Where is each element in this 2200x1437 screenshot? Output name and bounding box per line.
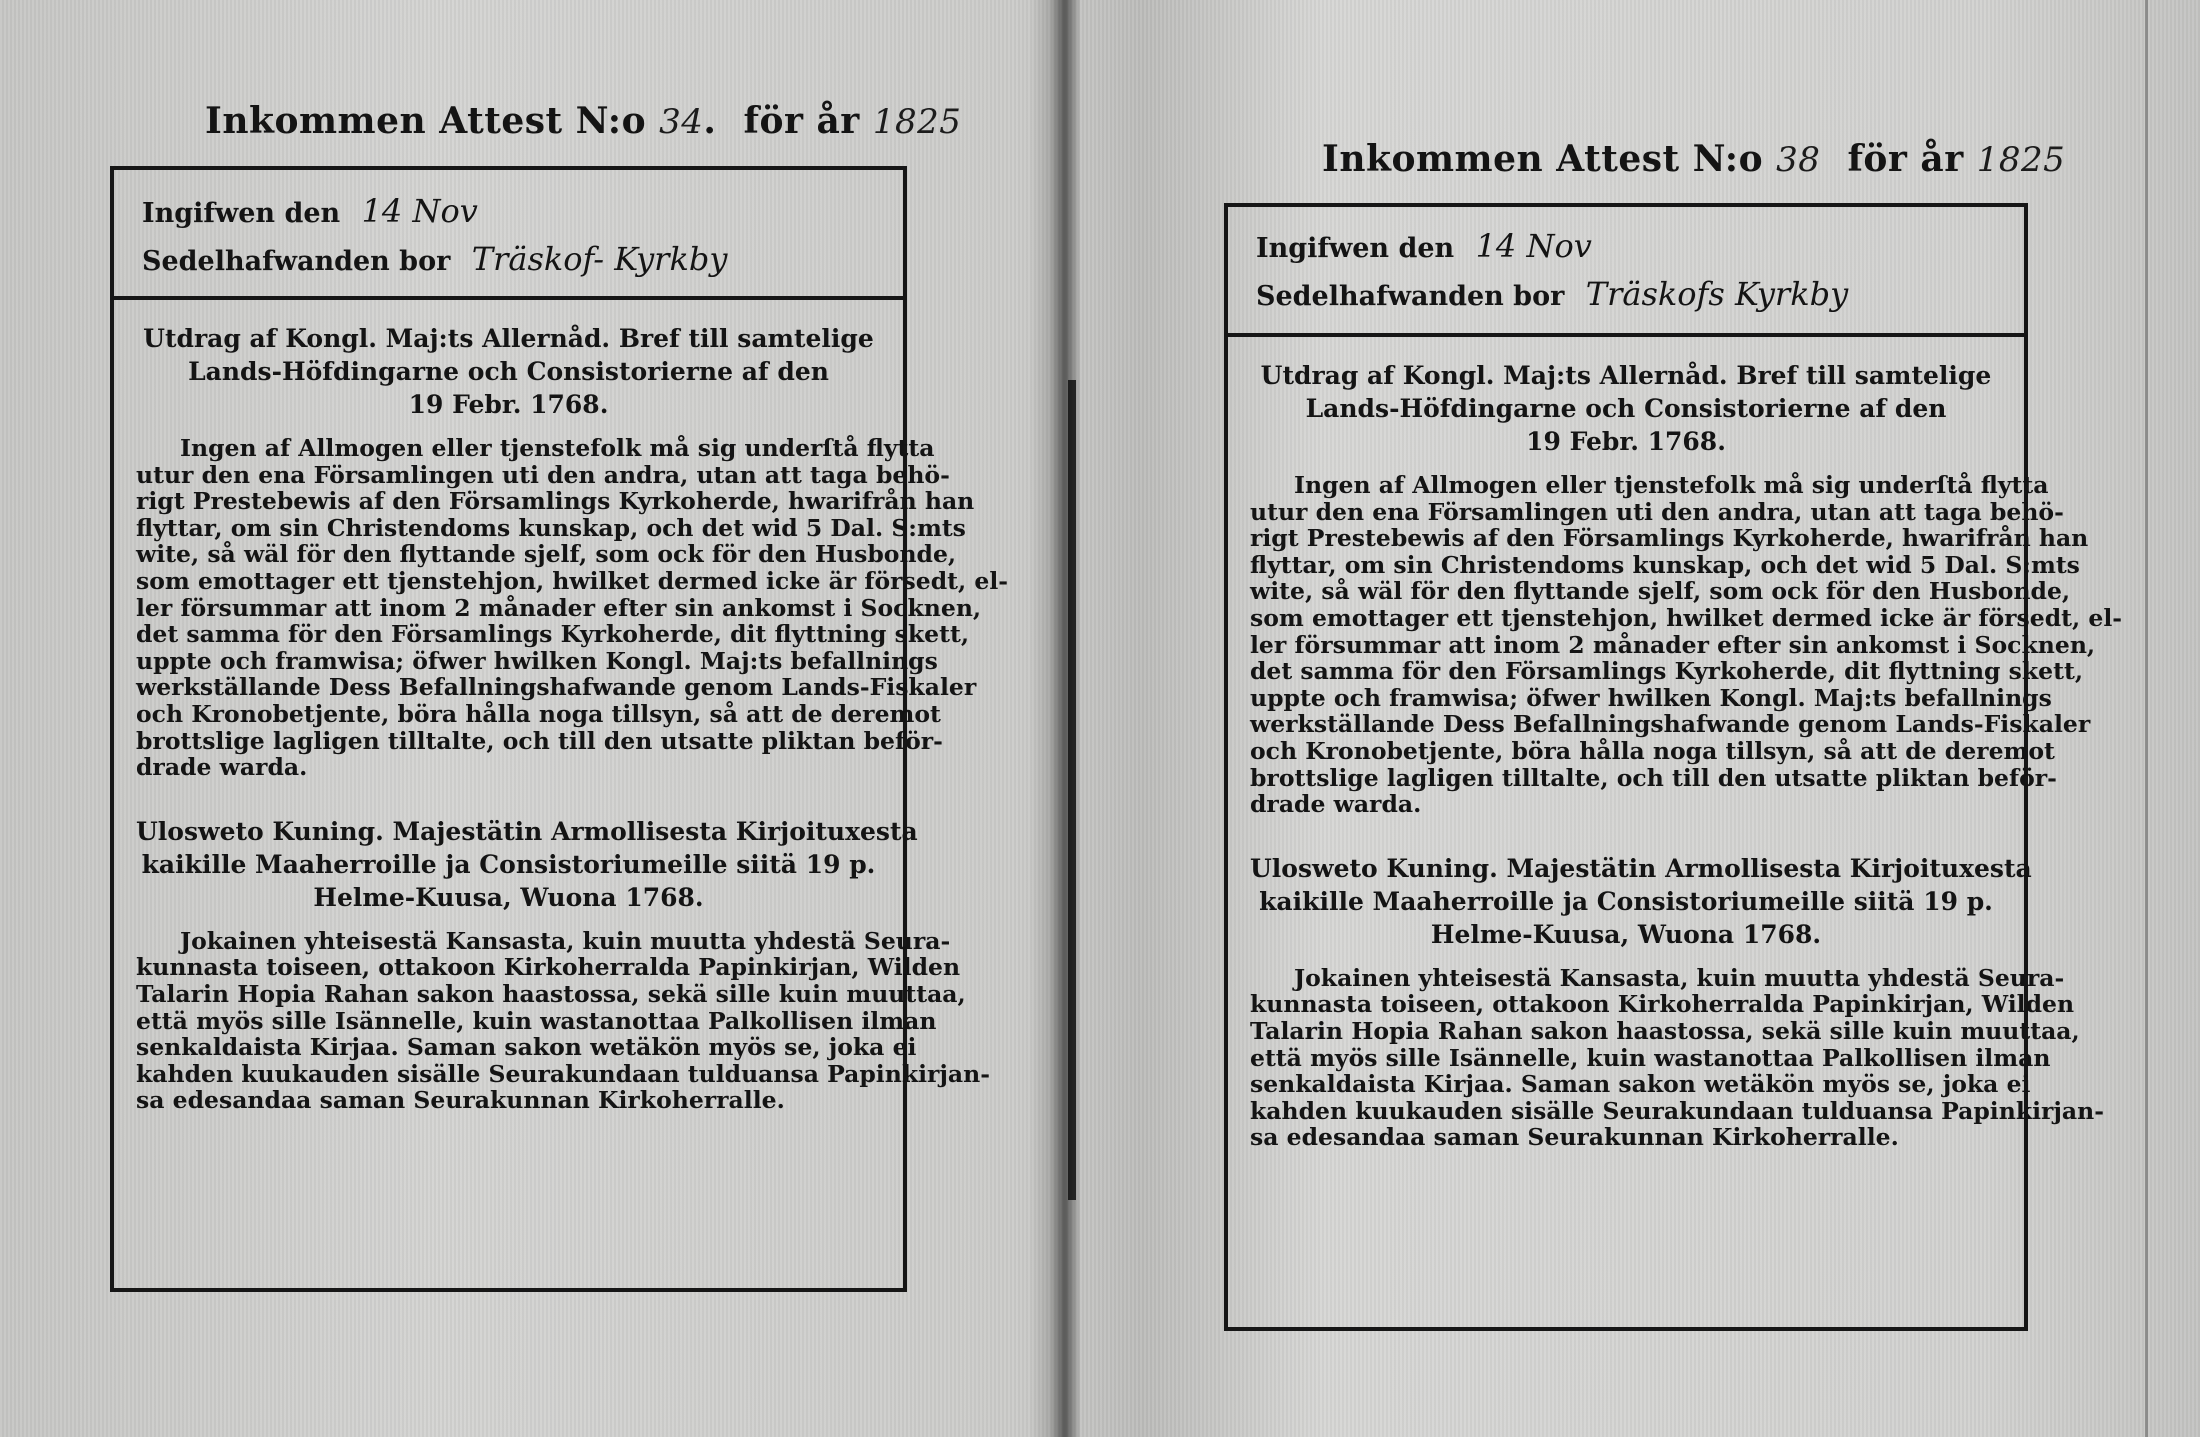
text-line: kunnasta toiseen, ottakoon Kirkoherralda Papinkirjan, Wilden: [1250, 990, 2075, 1019]
text-line: werkställande Dess Befallningshafwande genom Lands-Fiskaler: [1250, 710, 2091, 739]
swedish-paragraph: [136, 434, 1009, 782]
text-line: rigt Prestebewis af den Församlings Kyrkoherde, hwarifrån han: [136, 487, 975, 516]
text-line: ler försummar att inom 2 månader efter sin ankomst i Socknen,: [1250, 630, 2096, 659]
text-line: utur den ena Församlingen uti den andra, utan att taga behö-: [1250, 497, 2064, 526]
text-line: kahden kuukauden sisälle Seurakundaan tulduansa Papinkirjan-: [1250, 1096, 2104, 1125]
finnish-title-line: kaikille Maaherroille ja Consistoriumeille siitä 19 p.: [1259, 886, 1993, 916]
text-line: että myös sille Isännelle, kuin wastanottaa Palkollisen ilman: [1250, 1043, 2051, 1072]
swedish-title-line: Lands-Höfdingarne och Consistorierne af den: [188, 357, 829, 386]
certificate-number: 34: [659, 102, 704, 142]
holder-label: Sedelhafwanden bor: [142, 246, 451, 277]
text-line: flyttar, om sin Christendoms kunskap, och det wid 5 Dal. S:mts: [136, 513, 966, 542]
finnish-title-line: Ulosweto Kuning. Majestätin Armollisesta Kirjoituxesta: [1250, 853, 2032, 883]
certificate-frame: [110, 166, 1009, 1292]
certificate-number: 38: [1776, 140, 1821, 180]
holder-row: [1256, 275, 1848, 313]
holder-residence: Träskofs Kyrkby: [1585, 275, 1849, 313]
text-line: uppte och framwisa; öfwer hwilken Kongl. Maj:ts befallnings: [136, 646, 938, 675]
text-line: drade warda.: [1250, 790, 1422, 819]
swedish-title-line: 19 Febr. 1768.: [408, 390, 609, 419]
text-line: Talarin Hopia Rahan sakon haastossa, sekä sille kuin muuttaa,: [136, 979, 966, 1008]
holder-label: Sedelhafwanden bor: [1256, 281, 1565, 312]
heading-label: Inkommen Attest N:o: [205, 100, 647, 142]
swedish-paragraph: [1250, 471, 2123, 819]
text-line: että myös sille Isännelle, kuin wastanottaa Palkollisen ilman: [136, 1006, 937, 1035]
swedish-title-line: Utdrag af Kongl. Maj:ts Allernåd. Bref till samtelige: [1260, 361, 1992, 390]
text-line: och Kronobetjente, böra hålla noga tillsyn, så att de deremot: [136, 699, 941, 728]
finnish-title-line: Helme-Kuusa, Wuona 1768.: [313, 882, 704, 912]
holder-row: [142, 240, 727, 278]
header-divider: [1228, 333, 2024, 337]
year-label: för år: [743, 100, 860, 142]
text-line: Talarin Hopia Rahan sakon haastossa, sekä sille kuin muuttaa,: [1250, 1016, 2080, 1045]
finnish-title-line: Helme-Kuusa, Wuona 1768.: [1430, 919, 1822, 949]
text-line: brottslige lagligen tilltalte, och till den utsatte pliktan beför-: [1250, 763, 2057, 792]
text-line: sa edesandaa saman Seurakunnan Kirkoherralle.: [1250, 1123, 1899, 1152]
text-line: Jokainen yhteisestä Kansasta, kuin muutta yhdestä Seura-: [180, 926, 951, 955]
text-line: ler försummar att inom 2 månader efter sin ankomst i Socknen,: [136, 593, 982, 622]
text-line: flyttar, om sin Christendoms kunskap, och det wid 5 Dal. S:mts: [1250, 550, 2080, 579]
certificate-year: 1825: [872, 102, 962, 142]
text-line: kunnasta toiseen, ottakoon Kirkoherralda Papinkirjan, Wilden: [136, 953, 961, 982]
heading-label: Inkommen Attest N:o: [1322, 138, 1764, 180]
swedish-title-line: Lands-Höfdingarne och Consistorierne af den: [1305, 394, 1947, 423]
text-line: kahden kuukauden sisälle Seurakundaan tulduansa Papinkirjan-: [136, 1059, 990, 1088]
text-line: som emottager ett tjenstehjon, hwilket dermed icke är försedt, el-: [136, 566, 1009, 595]
finnish-paragraph: [136, 926, 990, 1115]
text-line: uppte och framwisa; öfwer hwilken Kongl. Maj:ts befallnings: [1250, 683, 2052, 712]
header-divider: [114, 296, 903, 300]
swedish-title-line: 19 Febr. 1768.: [1526, 427, 1726, 456]
text-line: det samma för den Församlings Kyrkoherde, dit flyttning skett,: [136, 620, 970, 649]
submitted-row: [1256, 227, 1592, 265]
text-line: drade warda.: [136, 753, 308, 782]
decree-text: [1250, 359, 2123, 1152]
text-line: Ingen af Allmogen eller tjenstefolk må sig underſtå flytta: [180, 434, 935, 462]
text-line: Jokainen yhteisestä Kansasta, kuin muutta yhdestä Seura-: [1294, 963, 2065, 992]
submitted-date: 14 Nov: [1475, 227, 1592, 265]
text-line: sa edesandaa saman Seurakunnan Kirkoherralle.: [136, 1086, 785, 1115]
submitted-label: Ingifwen den: [1256, 233, 1455, 264]
holder-residence: Träskof- Kyrkby: [471, 240, 728, 278]
year-label: för år: [1847, 138, 1964, 180]
certificate-frame: [1224, 203, 2123, 1331]
finnish-paragraph: [1250, 963, 2104, 1152]
certificate-heading: [1322, 138, 2065, 180]
scan-edge-line: [2145, 0, 2148, 1437]
text-line: det samma för den Församlings Kyrkoherde, dit flyttning skett,: [1250, 657, 2084, 686]
swedish-title-line: Utdrag af Kongl. Maj:ts Allernåd. Bref till samtelige: [143, 324, 874, 353]
certificate-heading: Inkommen Attest N:o 34. för år 1825: [205, 100, 962, 142]
text-line: och Kronobetjente, böra hålla noga tillsyn, så att de deremot: [1250, 736, 2055, 765]
certificate-year: 1825: [1976, 140, 2066, 180]
text-line: senkaldaista Kirjaa. Saman sakon wetäkön myös se, joka ei: [136, 1033, 917, 1062]
submitted-label: Ingifwen den: [142, 198, 341, 229]
text-line: rigt Prestebewis af den Församlings Kyrkoherde, hwarifrån han: [1250, 524, 2089, 553]
submitted-date: 14 Nov: [361, 192, 478, 230]
decree-text: [136, 322, 1009, 1115]
text-line: senkaldaista Kirjaa. Saman sakon wetäkön myös se, joka ei: [1250, 1070, 2031, 1099]
text-line: Ingen af Allmogen eller tjenstefolk må sig underſtå flytta: [1294, 471, 2049, 499]
text-line: wite, så wäl för den flyttande sjelf, som ock för den Husbonde,: [1250, 577, 2071, 606]
text-line: utur den ena Församlingen uti den andra, utan att taga behö-: [136, 460, 950, 489]
text-line: som emottager ett tjenstehjon, hwilket dermed icke är försedt, el-: [1250, 603, 2123, 632]
finnish-title-line: Ulosweto Kuning. Majestätin Armollisesta Kirjoituxesta: [136, 816, 918, 846]
text-line: brottslige lagligen tilltalte, och till den utsatte pliktan beför-: [136, 726, 943, 755]
finnish-title-line: kaikille Maaherroille ja Consistoriumeille siitä 19 p.: [141, 849, 876, 879]
submitted-row: [142, 192, 478, 230]
text-line: werkställande Dess Befallningshafwande genom Lands-Fiskaler: [136, 673, 977, 702]
text-line: wite, så wäl för den flyttande sjelf, som ock för den Husbonde,: [136, 540, 957, 569]
binding-edge: [1068, 380, 1076, 1200]
